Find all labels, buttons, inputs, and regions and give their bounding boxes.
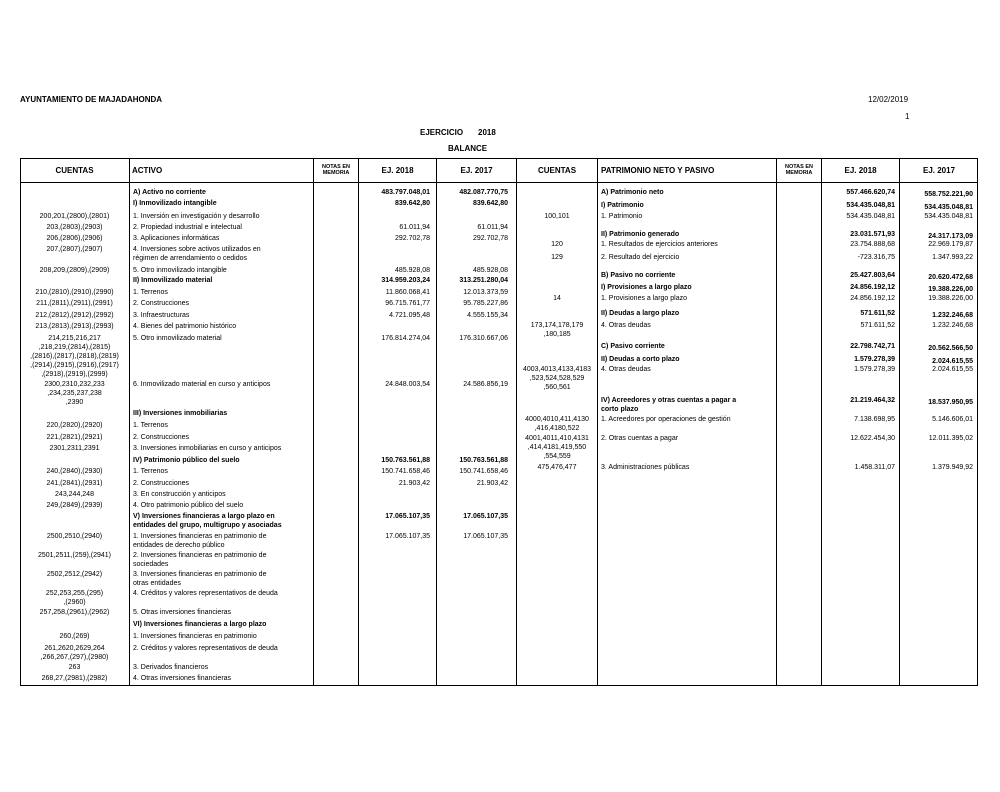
line-item-label: III) Inversiones inmobiliarias [133,410,228,417]
value-2018: 485.928,08 [394,267,430,274]
line-item-label: 2. Otras cuentas a pagar [601,435,679,442]
value-2017: 150.741.658,46 [459,468,508,475]
value-2018: 176.814.274,04 [381,335,430,342]
value-2017: 839.642,80 [472,200,508,207]
line-item-label: A) Patrimonio neto [601,189,664,196]
value-2017: 24.317.173,09 [928,233,973,240]
account-code: 213,(2813),(2913),(2993) [35,323,114,330]
account-code: 212,(2812),(2912),(2992) [35,312,114,319]
line-item-label-cont: régimen de arrendamiento o cedidos [133,255,248,262]
line-item-label: B) Pasivo no corriente [601,272,676,279]
value-2018: 7.138.698,95 [854,416,895,423]
line-item-label: 1. Terrenos [133,468,168,475]
page-number: 1 [905,112,910,121]
account-code: 2502,2512,(2942) [46,571,103,578]
line-item-label-cont: otras entidades [133,580,181,587]
line-item-label-cont: entidades de derecho público [133,542,225,549]
value-2017: 482.087.770,75 [459,189,508,196]
account-code: 243,244,248 [55,491,94,498]
balance-title: BALANCE [448,144,488,153]
account-code: 203,(2803),(2903) [46,224,103,231]
account-code: ,(2914),(2915),(2916),(2917) [30,362,119,369]
account-code: ,234,235,237,238 [47,390,102,397]
account-code: 4001,4011,410,4131 [525,435,589,442]
value-2018: 61.011,94 [399,224,430,231]
value-2017: 24.586.856,19 [463,381,508,388]
value-2018: 24.856.192,12 [850,295,895,302]
account-code: 268,27,(2981),(2982) [41,675,108,682]
line-item-label: 3. Inversiones financieras en patrimonio de [133,571,267,578]
col-notas-2: NOTAS EN MEMORIA [784,164,813,176]
line-item-label: 1. Terrenos [133,289,168,296]
line-item-label: 2. Propiedad industrial e intelectual [133,224,242,231]
line-item-label: 4. Otras deudas [601,366,651,373]
value-2018: 314.959.203,24 [381,277,430,284]
line-item-label: 1. Patrimonio [601,213,643,220]
value-2018: 4.721.095,48 [389,312,430,319]
account-code: 221,(2821),(2921) [46,434,103,441]
entity-name: AYUNTAMIENTO DE MAJADAHONDA [20,95,163,104]
line-item-label: 2. Créditos y valores representativos de deuda [133,645,278,652]
value-2018: 17.065.107,35 [385,513,430,520]
account-code: ,414,4181,419,550 [527,444,587,451]
value-2018: 22.798.742,71 [850,343,895,350]
account-code: 263 [68,664,81,671]
account-code: ,554,559 [543,453,571,460]
value-2017: 12.011.395,02 [928,435,973,442]
value-2018: 1.579.278,39 [854,366,895,373]
value-2017: 22.969.179,87 [928,241,973,248]
account-code: ,416,4180,522 [534,425,580,432]
line-item-label: 5. Otro inmovilizado material [133,335,222,342]
line-item-label: 1. Resultados de ejercicios anteriores [601,241,718,248]
value-2017: 18.537.950,95 [928,399,973,406]
line-item-label: 2. Construcciones [133,300,190,307]
value-2017: 19.388.226,00 [928,286,973,293]
account-code: 207,(2807),(2907) [46,246,103,253]
line-item-label: 3. Aplicaciones informáticas [133,235,220,242]
line-item-label: C) Pasivo corriente [601,343,665,350]
value-2017: 17.065.107,35 [463,513,508,520]
account-code: 4003,4013,4133,4183 [522,366,592,373]
ejercicio-label: EJERCICIO [420,128,464,137]
line-item-label: II) Patrimonio generado [601,231,680,238]
account-code: 252,253,255,(295) [45,590,104,597]
value-2018: 292.702,78 [394,235,430,242]
line-item-label-cont: corto plazo [601,406,639,413]
account-code: 214,215,216,217 [48,335,101,342]
col-divider [313,158,314,686]
account-code: 2301,2311,2391 [49,445,100,452]
line-item-label: VI) Inversiones financieras a largo plazo [133,621,267,628]
line-item-label: 3. Derivados financieros [133,664,209,671]
value-2018: 23.754.888,68 [850,241,895,248]
account-code: 200,201,(2800),(2801) [39,213,110,220]
line-item-label: II) Deudas a largo plazo [601,310,680,317]
value-2018: 11.860.068,41 [385,289,430,296]
account-code: 120 [551,241,563,248]
account-code: 129 [551,254,563,261]
col-divider [597,158,598,686]
account-code: 257,258,(2961),(2962) [39,609,110,616]
value-2018: 96.715.761,77 [385,300,430,307]
value-2018: 24.848.003,54 [385,381,430,388]
report-date: 12/02/2019 [868,95,909,104]
account-code: 208,209,(2809),(2909) [39,267,110,274]
value-2017: 534.435.048,81 [924,204,973,211]
line-item-label: IV) Patrimonio público del suelo [133,457,240,464]
line-item-label: 1. Terrenos [133,422,168,429]
value-2018: -723.316,75 [857,254,895,261]
value-2017: 1.379.949,92 [932,464,973,471]
value-2018: 150.763.561,88 [381,457,430,464]
line-item-label: IV) Acreedores y otras cuentas a pagar a [601,397,737,404]
line-item-label: 4. Otras deudas [601,322,651,329]
account-code: ,(2960) [63,599,86,606]
line-item-label: 4. Otro patrimonio público del suelo [133,502,244,509]
line-item-label: 4. Inversiones sobre activos utilizados en [133,246,261,253]
account-code: ,218,219,(2814),(2815) [38,344,111,351]
account-code: ,266,267,(297),(2980) [40,654,109,661]
line-item-label: 4. Créditos y valores representativos de deuda [133,590,278,597]
account-code: 261,2620,2629,264 [44,645,105,652]
value-2018: 571.611,52 [860,310,895,317]
line-item-label: 1. Inversiones financieras en patrimonio [133,633,257,640]
col-ej2018-2: EJ. 2018 [844,165,877,175]
value-2017: 485.928,08 [472,267,508,274]
value-2017: 534.435.048,81 [924,213,973,220]
value-2017: 150.763.561,88 [459,457,508,464]
value-2017: 176.310.667,06 [459,335,508,342]
col-activo: ACTIVO [132,165,163,175]
value-2017: 1.347.993,22 [932,254,973,261]
value-2018: 12.622.454,30 [850,435,895,442]
account-code: 2500,2510,(2940) [46,533,103,540]
account-code: 210,(2810),(2910),(2990) [35,289,114,296]
value-2018: 24.856.192,12 [850,284,895,291]
line-item-label: V) Inversiones financieras a largo plazo en [133,513,275,520]
line-item-label: 1. Inversión en investigación y desarrollo [133,213,260,220]
account-code: 241,(2841),(2931) [46,480,103,487]
col-divider [776,158,777,686]
account-code: ,523,524,528,529 [529,375,585,382]
line-item-label: 2. Inversiones financieras en patrimonio de [133,552,267,559]
account-code: ,2390 [65,399,84,406]
account-code: 260,(269) [59,633,90,640]
line-item-label: I) Inmovilizado intangible [133,200,217,207]
line-item-label: 3. Inversiones inmobiliarias en curso y anticipos [133,445,282,452]
account-code: ,(2816),(2817),(2818),(2819) [30,353,119,360]
value-2018: 571.611,52 [860,322,895,329]
account-code: 173,174,178,179 [530,322,584,329]
col-cuentas-2: CUENTAS [537,165,577,175]
value-2017: 4.555.155,34 [467,312,508,319]
line-item-label: 2. Resultado del ejercicio [601,254,680,261]
line-item-label: A) Activo no corriente [133,189,206,196]
line-item-label-cont: sociedades [133,561,169,568]
line-item-label: 3. Infraestructuras [133,312,190,319]
value-2018: 23.031.571,93 [850,231,895,238]
line-item-label: 5. Otras inversiones financieras [133,609,232,616]
ejercicio-year: 2018 [478,128,496,137]
line-item-label: I) Provisiones a largo plazo [601,284,692,291]
value-2017: 20.620.472,68 [928,274,973,281]
value-2017: 17.065.107,35 [463,533,508,540]
line-item-label: 5. Otro inmovilizado intangible [133,267,227,274]
account-code: 211,(2811),(2911),(2991) [36,300,113,307]
col-ej2017: EJ. 2017 [460,165,493,175]
line-item-label: II) Inmovilizado material [133,277,213,284]
value-2018: 557.466.620,74 [846,189,895,196]
line-item-label: 1. Acreedores por operaciones de gestión [601,416,731,423]
value-2018: 150.741.658,46 [381,468,430,475]
col-divider [129,158,130,686]
col-notas: NOTAS EN MEMORIA [321,164,350,176]
value-2018: 17.065.107,35 [385,533,430,540]
account-code: 240,(2840),(2930) [46,468,103,475]
line-item-label: 4. Otras inversiones financieras [133,675,232,682]
line-item-label: 4. Bienes del patrimonio histórico [133,323,237,330]
value-2017: 21.903,42 [476,480,508,487]
value-2017: 95.785.227,86 [463,300,508,307]
account-code: 4000,4010,411,4130 [525,416,589,423]
line-item-label: 3. En construcción y anticipos [133,491,226,498]
value-2018: 21.903,42 [398,480,430,487]
value-2018: 534.435.048,81 [846,213,895,220]
account-code: ,180,185 [543,331,571,338]
value-2017: 61.011,94 [477,224,508,231]
col-ej2017-2: EJ. 2017 [922,165,956,175]
value-2017: 5.146.606,01 [932,416,973,423]
value-2018: 25.427.803,64 [850,272,895,279]
account-code: 220,(2820),(2920) [46,422,103,429]
value-2017: 12.013.373,59 [463,289,508,296]
account-code: ,(2918),(2919),(2999) [41,371,108,378]
account-code: 206,(2806),(2906) [46,235,103,242]
value-2017: 558.752.221,90 [924,191,973,198]
value-2018: 1.579.278,39 [854,356,895,363]
value-2018: 1.458.311,07 [854,464,895,471]
line-item-label-cont: entidades del grupo, multigrupo y asociadas [133,522,282,529]
account-code: 475,476,477 [537,464,577,471]
value-2017: 19.388.226,00 [928,295,973,302]
account-code: 100,101 [544,213,570,220]
line-item-label: 2. Construcciones [133,480,190,487]
line-item-label: 1. Provisiones a largo plazo [601,295,687,302]
value-2017: 2.024.615,55 [932,358,973,365]
account-code: 2501,2511,(259),(2941) [37,552,112,559]
value-2017: 1.232.246,68 [932,322,973,329]
line-item-label: 1. Inversiones financieras en patrimonio de [133,533,267,540]
account-code: ,560,561 [543,384,571,391]
line-item-label: I) Patrimonio [601,202,644,209]
value-2018: 839.642,80 [394,200,430,207]
value-2017: 1.232.246,68 [932,312,973,319]
value-2017: 2.024.615,55 [932,366,973,373]
value-2018: 483.797.048,01 [381,189,430,196]
line-item-label: II) Deudas a corto plazo [601,356,680,363]
value-2017: 20.562.566,50 [928,345,973,352]
col-ej2018: EJ. 2018 [381,165,414,175]
value-2018: 534.435.048,81 [846,202,895,209]
header-divider [20,182,978,183]
line-item-label: 3. Administraciones públicas [601,464,690,471]
value-2017: 292.702,78 [472,235,508,242]
col-pasivo: PATRIMONIO NETO Y PASIVO [601,165,715,175]
line-item-label: 6. Inmovilizado material en curso y anticipos [133,381,271,388]
account-code: 14 [553,295,561,302]
col-cuentas: CUENTAS [55,165,94,175]
value-2017: 313.251.280,04 [459,277,508,284]
account-code: 249,(2849),(2939) [46,502,103,509]
account-code: 2300,2310,232,233 [44,381,105,388]
value-2018: 21.219.464,32 [850,397,895,404]
line-item-label: 2. Construcciones [133,434,190,441]
